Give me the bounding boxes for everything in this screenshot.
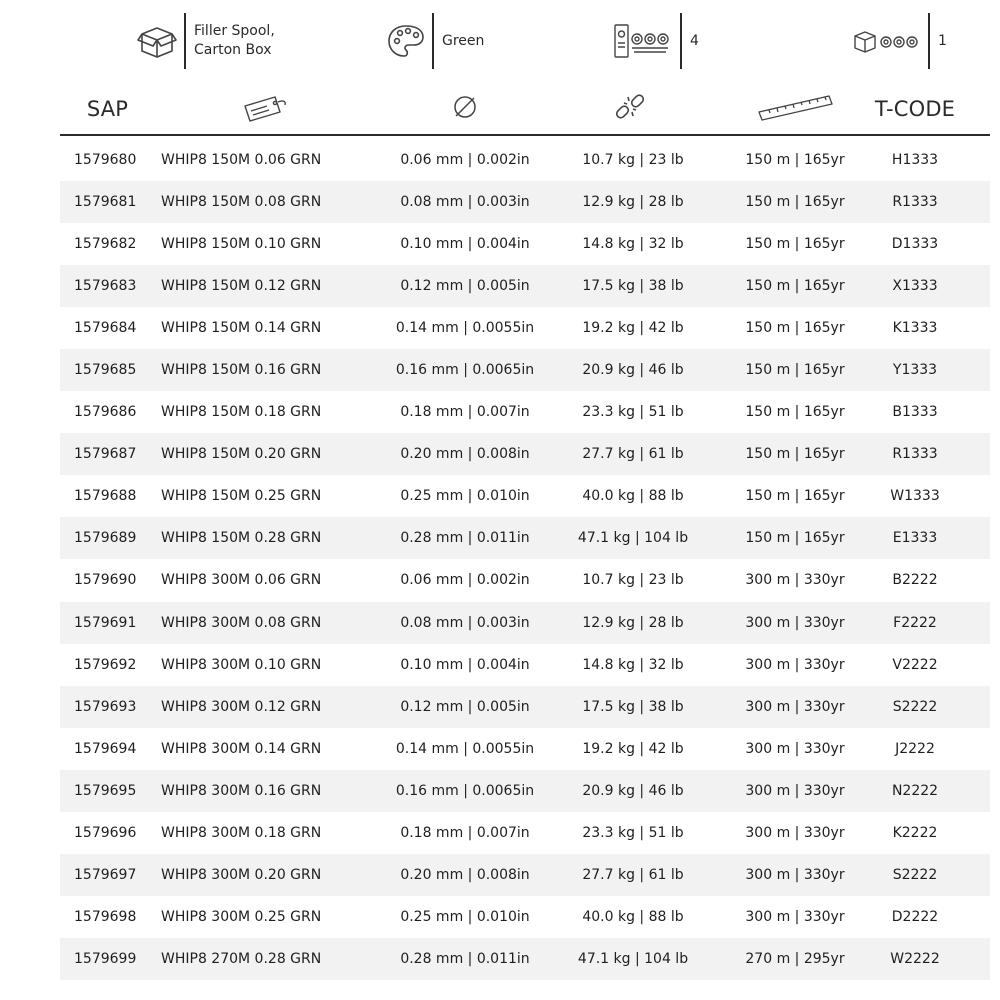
table-row: [60, 433, 990, 475]
sap-cell: 1579682: [74, 236, 137, 253]
table-row: [60, 686, 990, 728]
length-cell: 150 m | 165yr: [745, 320, 845, 337]
length-cell: 300 m | 330yr: [745, 824, 845, 841]
table-row: [60, 644, 990, 686]
breaking-strength-cell: 23.3 kg | 51 lb: [582, 404, 684, 421]
ruler-icon: [755, 92, 835, 126]
tcode-cell: K1333: [892, 320, 938, 337]
description-cell: WHIP8 300M 0.14 GRN: [161, 740, 322, 757]
length-cell: 150 m | 165yr: [745, 278, 845, 295]
description-cell: WHIP8 150M 0.12 GRN: [161, 278, 322, 295]
tcode-cell: K2222: [892, 824, 938, 841]
diameter-cell: 0.16 mm | 0.0065in: [395, 362, 535, 379]
sap-cell: 1579690: [74, 572, 137, 589]
table-row: [60, 391, 990, 433]
diameter-cell: 0.28 mm | 0.011in: [400, 950, 530, 967]
tcode-cell: X1333: [892, 278, 938, 295]
length-cell: 150 m | 165yr: [745, 194, 845, 211]
length-cell: 150 m | 165yr: [745, 404, 845, 421]
length-cell: 270 m | 295yr: [745, 950, 845, 967]
color-text: Green: [442, 32, 485, 49]
packaging-line-2: Carton Box: [194, 42, 272, 58]
length-cell: 150 m | 165yr: [745, 530, 845, 547]
product-info-strip: [0, 0, 1000, 80]
description-cell: WHIP8 150M 0.16 GRN: [161, 362, 322, 379]
info-separator: [432, 13, 434, 69]
table-row: [60, 475, 990, 517]
tcode-cell: F2222: [893, 614, 937, 631]
sap-cell: 1579685: [74, 362, 137, 379]
sap-cell: 1579689: [74, 530, 137, 547]
spools-pack-icon: [612, 21, 674, 61]
outer-pack-info: [852, 12, 947, 70]
table-row: [60, 728, 990, 770]
diameter-cell: 0.20 mm | 0.008in: [400, 446, 530, 463]
diameter-cell: 0.06 mm | 0.002in: [400, 152, 530, 168]
table-row: [60, 770, 990, 812]
diameter-cell: 0.28 mm | 0.011in: [400, 530, 530, 547]
description-cell: WHIP8 300M 0.12 GRN: [161, 698, 322, 715]
length-cell: 150 m | 165yr: [745, 236, 845, 253]
length-cell: 300 m | 330yr: [745, 908, 845, 925]
description-cell: WHIP8 150M 0.20 GRN: [161, 446, 322, 463]
chain-break-icon: [612, 89, 648, 129]
description-cell: WHIP8 270M 0.28 GRN: [161, 950, 322, 967]
breaking-strength-cell: 20.9 kg | 46 lb: [582, 782, 684, 799]
table-row: [60, 896, 990, 938]
sap-cell: 1579687: [74, 446, 137, 463]
table-row: [60, 349, 990, 391]
breaking-strength-cell: 17.5 kg | 38 lb: [582, 698, 684, 715]
diameter-cell: 0.06 mm | 0.002in: [400, 572, 530, 589]
breaking-strength-cell: 40.0 kg | 88 lb: [582, 488, 684, 505]
carton-spools-icon: [852, 24, 922, 58]
sap-cell: 1579688: [74, 488, 137, 505]
diameter-cell: 0.16 mm | 0.0065in: [395, 782, 535, 799]
tcode-cell: W2222: [890, 950, 940, 967]
table-row: [60, 812, 990, 854]
tcode-cell: H1333: [891, 152, 939, 168]
description-cell: WHIP8 300M 0.10 GRN: [161, 656, 322, 673]
sap-cell: 1579681: [74, 194, 137, 211]
packaging-text: [194, 22, 275, 60]
description-cell: WHIP8 150M 0.06 GRN: [161, 152, 322, 168]
breaking-strength-cell: 27.7 kg | 61 lb: [582, 446, 684, 463]
tcode-cell: S2222: [892, 866, 938, 883]
table-body: [60, 139, 990, 980]
length-cell: 300 m | 330yr: [745, 572, 845, 589]
table-row: [60, 602, 990, 644]
sap-cell: 1579698: [74, 908, 137, 925]
color-info: [386, 12, 484, 70]
diameter-cell: 0.12 mm | 0.005in: [400, 698, 530, 715]
length-cell: 300 m | 330yr: [745, 698, 845, 715]
inner-qty: 4: [690, 32, 699, 49]
length-cell: 300 m | 330yr: [745, 866, 845, 883]
sap-cell: 1579680: [74, 152, 137, 168]
description-cell: WHIP8 300M 0.06 GRN: [161, 572, 322, 589]
length-cell: 300 m | 330yr: [745, 656, 845, 673]
length-cell: 300 m | 330yr: [745, 782, 845, 799]
tcode-cell: Y1333: [892, 362, 938, 379]
diameter-cell: 0.25 mm | 0.010in: [400, 908, 530, 925]
table-header: [60, 84, 990, 136]
sap-cell: 1579686: [74, 404, 137, 421]
description-cell: WHIP8 300M 0.25 GRN: [161, 908, 322, 925]
info-separator: [928, 13, 930, 69]
diameter-cell: 0.18 mm | 0.007in: [400, 404, 530, 421]
table-row: [60, 265, 990, 307]
breaking-strength-cell: 19.2 kg | 42 lb: [582, 320, 684, 337]
length-cell: 150 m | 165yr: [745, 446, 845, 463]
outer-qty: 1: [938, 32, 947, 49]
diameter-cell: 0.25 mm | 0.010in: [400, 488, 530, 505]
sap-cell: 1579684: [74, 320, 137, 337]
packaging-info: [136, 12, 275, 70]
description-cell: WHIP8 300M 0.18 GRN: [161, 824, 322, 841]
table-row: [60, 181, 990, 223]
diameter-cell: 0.10 mm | 0.004in: [400, 656, 530, 673]
tcode-cell: V2222: [892, 656, 938, 673]
diameter-cell: 0.12 mm | 0.005in: [400, 278, 530, 295]
description-cell: WHIP8 150M 0.25 GRN: [161, 488, 322, 505]
breaking-strength-cell: 23.3 kg | 51 lb: [582, 824, 684, 841]
diameter-cell: 0.18 mm | 0.007in: [400, 824, 530, 841]
inner-pack-info: [612, 12, 699, 70]
table-row: [60, 307, 990, 349]
table-row: [60, 517, 990, 559]
length-cell: 300 m | 330yr: [745, 740, 845, 757]
description-cell: WHIP8 300M 0.20 GRN: [161, 866, 322, 883]
box-icon: [136, 20, 178, 62]
length-cell: 150 m | 165yr: [745, 362, 845, 379]
table-row: [60, 559, 990, 601]
table-row: [60, 938, 990, 980]
description-cell: WHIP8 150M 0.28 GRN: [161, 530, 322, 547]
table-row: [60, 223, 990, 265]
tcode-cell: D1333: [891, 236, 939, 253]
sap-cell: 1579683: [74, 278, 137, 295]
tcode-cell: R1333: [892, 194, 938, 211]
diameter-cell: 0.20 mm | 0.008in: [400, 866, 530, 883]
tcode-cell: R1333: [892, 446, 938, 463]
header-tcode-label: T-CODE: [874, 97, 956, 121]
sap-cell: 1579697: [74, 866, 137, 883]
tcode-cell: D2222: [891, 908, 939, 925]
breaking-strength-cell: 20.9 kg | 46 lb: [582, 362, 684, 379]
breaking-strength-cell: 10.7 kg | 23 lb: [582, 572, 684, 589]
tcode-cell: W1333: [890, 488, 940, 505]
description-cell: WHIP8 150M 0.14 GRN: [161, 320, 322, 337]
table-row: [60, 139, 990, 181]
header-breaking-strength: [600, 84, 660, 134]
header-sap: [60, 84, 155, 134]
table-row: [60, 854, 990, 896]
length-cell: 150 m | 165yr: [745, 488, 845, 505]
breaking-strength-cell: 10.7 kg | 23 lb: [582, 152, 684, 168]
header-tcode: [860, 84, 970, 134]
sap-cell: 1579693: [74, 698, 137, 715]
description-cell: WHIP8 150M 0.10 GRN: [161, 236, 322, 253]
tcode-cell: S2222: [892, 698, 938, 715]
breaking-strength-cell: 47.1 kg | 104 lb: [577, 530, 689, 547]
tcode-cell: E1333: [892, 530, 938, 547]
breaking-strength-cell: 14.8 kg | 32 lb: [582, 236, 684, 253]
tcode-cell: N2222: [891, 782, 939, 799]
breaking-strength-cell: 47.1 kg | 104 lb: [577, 950, 689, 967]
description-cell: WHIP8 150M 0.08 GRN: [161, 194, 322, 211]
palette-icon: [386, 21, 426, 61]
sap-cell: 1579691: [74, 614, 137, 631]
tcode-cell: B1333: [892, 404, 938, 421]
diameter-icon: [450, 92, 480, 126]
breaking-strength-cell: 14.8 kg | 32 lb: [582, 656, 684, 673]
header-sap-label: SAP: [86, 97, 129, 121]
description-cell: WHIP8 300M 0.16 GRN: [161, 782, 322, 799]
sap-cell: 1579696: [74, 824, 137, 841]
diameter-cell: 0.08 mm | 0.003in: [400, 614, 530, 631]
sap-cell: 1579692: [74, 656, 137, 673]
header-diameter: [435, 84, 495, 134]
description-cell: WHIP8 300M 0.08 GRN: [161, 614, 322, 631]
length-cell: 150 m | 165yr: [745, 152, 845, 168]
info-separator: [184, 13, 186, 69]
breaking-strength-cell: 12.9 kg | 28 lb: [582, 614, 684, 631]
breaking-strength-cell: 17.5 kg | 38 lb: [582, 278, 684, 295]
sap-cell: 1579694: [74, 740, 137, 757]
breaking-strength-cell: 27.7 kg | 61 lb: [582, 866, 684, 883]
packaging-line-1: Filler Spool,: [194, 23, 275, 39]
breaking-strength-cell: 12.9 kg | 28 lb: [582, 194, 684, 211]
tcode-cell: B2222: [892, 572, 938, 589]
tag-icon: [242, 92, 288, 126]
breaking-strength-cell: 19.2 kg | 42 lb: [582, 740, 684, 757]
diameter-cell: 0.08 mm | 0.003in: [400, 194, 530, 211]
diameter-cell: 0.14 mm | 0.0055in: [395, 320, 535, 337]
breaking-strength-cell: 40.0 kg | 88 lb: [582, 908, 684, 925]
diameter-cell: 0.14 mm | 0.0055in: [395, 740, 535, 757]
header-description: [230, 84, 300, 134]
sap-cell: 1579695: [74, 782, 137, 799]
header-length: [745, 84, 845, 134]
info-separator: [680, 13, 682, 69]
tcode-cell: J2222: [895, 740, 935, 757]
sap-cell: 1579699: [74, 950, 137, 967]
description-cell: WHIP8 150M 0.18 GRN: [161, 404, 322, 421]
length-cell: 300 m | 330yr: [745, 614, 845, 631]
diameter-cell: 0.10 mm | 0.004in: [400, 236, 530, 253]
